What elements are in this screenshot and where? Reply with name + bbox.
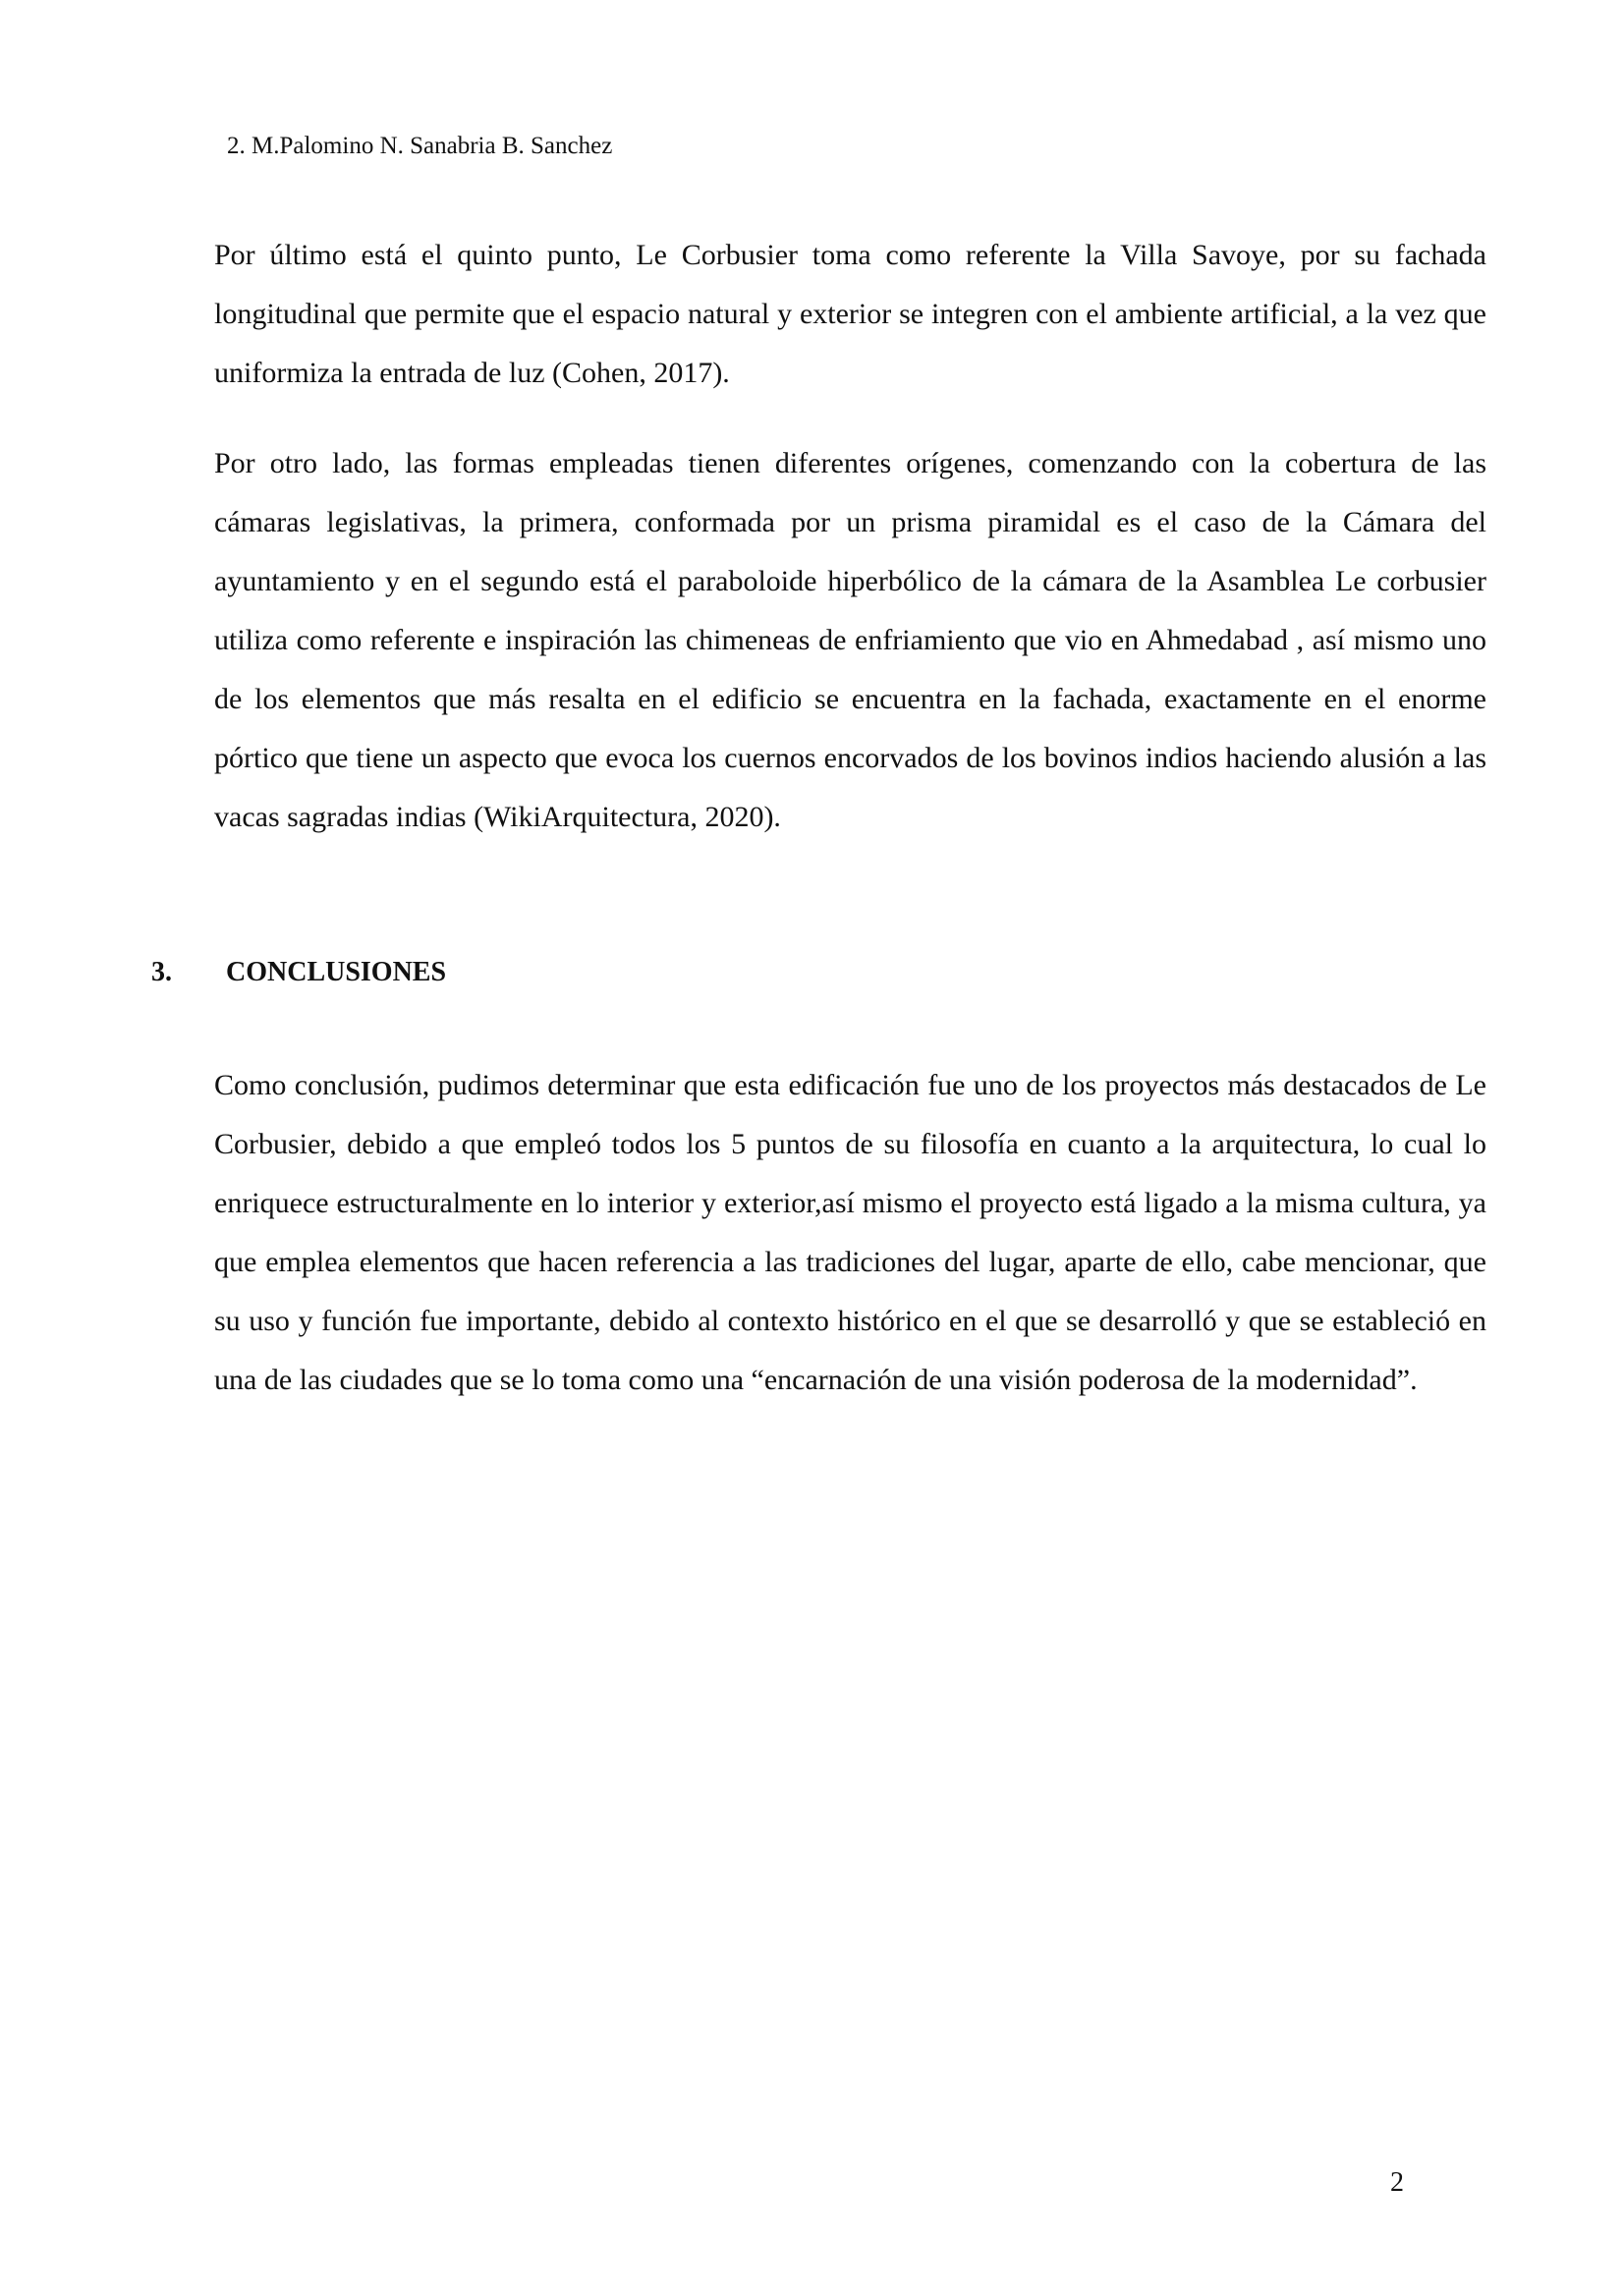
section-title: CONCLUSIONES (226, 957, 447, 987)
section-number: 3. (151, 957, 172, 987)
conclusion-paragraph: Como conclusión, pudimos determinar que esta edificación fue uno de los proyectos más destacados de Le Corbusier, debido a que empleó todos los 5 puntos de su filosofía en cuanto a la arquitectura, lo cual lo enriquece estructuralmente en lo interior y exterior,así mismo el proyecto está ligado a la misma cultura, ya que emplea elementos que hacen referencia a las tradiciones del lugar, aparte de ello, cabe mencionar, que su uso y función fue importante, debido al contexto histórico en el que se desarrolló y que se estableció en una de las ciudades que se lo toma como una “encarnación de una visión poderosa de la modernidad”. (214, 1069, 1486, 1396)
page-number: 2 (1390, 2167, 1404, 2198)
running-header: 2. M.Palomino N. Sanabria B. Sanchez (227, 133, 613, 159)
body-paragraph-villa-savoye: Por último está el quinto punto, Le Corbusier toma como referente la Villa Savoye, por su fachada longitudinal que permite que el espacio natural y exterior se integren con el ambiente artificial, a la vez que uniformiza la entrada de luz (Cohen, 2017). (214, 239, 1486, 389)
body-paragraph-formas: Por otro lado, las formas empleadas tienen diferentes orígenes, comenzando con la cobertura de las cámaras legislativas, la primera, conformada por un prisma piramidal es el caso de la Cámara del ayuntamiento y en el segundo está el paraboloide hiperbólico de la cámara de la Asamblea Le corbusier utiliza como referente e inspiración las chimeneas de enfriamiento que vio en Ahmedabad , así mismo uno de los elementos que más resalta en el edificio se encuentra en la fachada, exactamente en el enorme pórtico que tiene un aspecto que evoca los cuernos encorvados de los bovinos indios haciendo alusión a las vacas sagradas indias (WikiArquitectura, 2020). (214, 447, 1486, 833)
